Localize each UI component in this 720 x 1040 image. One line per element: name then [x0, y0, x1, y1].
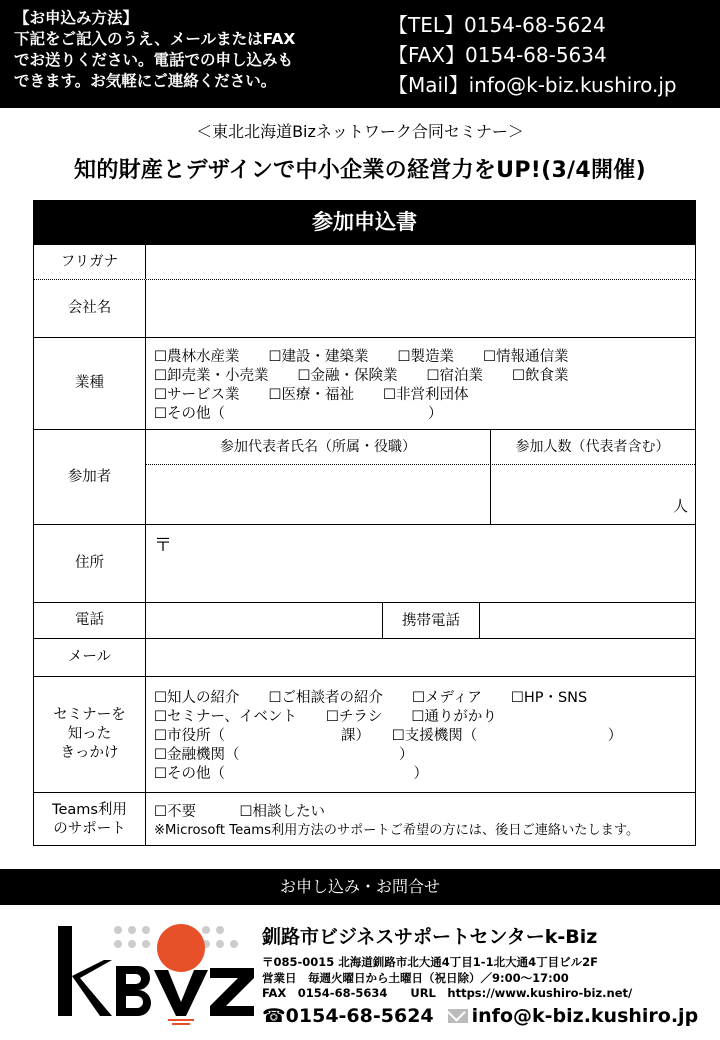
- organization-name: 釧路市ビジネスサポートセンターk-Biz: [262, 926, 598, 948]
- phone-row: [34, 602, 695, 638]
- industry-option-line[interactable]: ☐その他（ ）: [154, 406, 443, 422]
- address-row: [34, 524, 695, 602]
- top-banner: [0, 0, 720, 108]
- industry-option-line[interactable]: ☐農林水産業 ☐建設・建築業 ☐製造業 ☐情報通信業: [154, 349, 569, 365]
- form-header: 参加申込書: [34, 201, 695, 244]
- contact-bar: お申し込み・お問合せ: [0, 869, 720, 905]
- company-field[interactable]: [146, 280, 695, 337]
- participant-unit: 人: [672, 497, 688, 515]
- company-row: [34, 279, 695, 337]
- organization-email[interactable]: info@k-biz.kushiro.jp: [471, 1004, 699, 1027]
- application-form: [33, 200, 696, 846]
- participant-label: 参加者: [34, 430, 146, 524]
- email-label: メール: [34, 639, 146, 676]
- address-field[interactable]: [146, 525, 695, 602]
- method-line: 下記をご記入のうえ、メールまたはFAX: [14, 30, 296, 48]
- teams-note: ※Microsoft Teams利用方法のサポートご希望の方には、後日ご連絡いたします。: [154, 823, 640, 838]
- industry-option-line[interactable]: ☐卸売業・小売業 ☐金融・保険業 ☐宿泊業 ☐飲食業: [154, 368, 569, 384]
- phone-field[interactable]: [146, 603, 382, 638]
- organization-hours: 営業日 毎週火曜日から土曜日（祝日除）／9:00〜17:00: [262, 970, 569, 985]
- banner-fax: 【FAX】0154-68-5634: [388, 43, 607, 67]
- page-title: 知的財産とデザインで中小企業の経営力をUP!(3/4開催): [74, 158, 646, 183]
- seminar-source-row: [34, 676, 695, 792]
- phone-label: 電話: [34, 603, 146, 638]
- method-title: 【お申込み方法】: [14, 9, 139, 27]
- furigana-label: フリガナ: [34, 245, 146, 279]
- email-row: [34, 638, 695, 676]
- teams-support-row: [34, 792, 695, 846]
- email-field[interactable]: [146, 639, 695, 676]
- postal-mark: 〒: [154, 535, 172, 556]
- seminar-option-line[interactable]: ☐金融機関（ ）: [154, 747, 414, 763]
- method-line: でお送りください。電話での申し込みも: [14, 51, 294, 69]
- furigana-row: [34, 244, 695, 279]
- mobile-label: 携帯電話: [402, 613, 460, 629]
- banner-mail: 【Mail】info@k-biz.kushiro.jp: [388, 73, 677, 97]
- banner-tel: 【TEL】0154-68-5624: [388, 13, 606, 37]
- mail-icon: [448, 1009, 468, 1023]
- seminar-option-line[interactable]: ☐知人の紹介 ☐ご相談者の紹介 ☐メディア ☐HP・SNS: [154, 690, 588, 706]
- mobile-field[interactable]: [480, 603, 695, 638]
- application-method: [14, 8, 374, 92]
- participant-count-field[interactable]: [491, 465, 695, 525]
- industry-row: [34, 337, 695, 429]
- organization-info: [262, 922, 698, 1027]
- industry-option-line[interactable]: ☐サービス業 ☐医療・福祉 ☐非営利団体: [154, 387, 469, 403]
- participant-name-header: 参加代表者氏名（所属・役職）: [220, 439, 416, 455]
- seminar-source-options[interactable]: [146, 677, 695, 792]
- address-label: 住所: [34, 525, 146, 602]
- furigana-field[interactable]: [146, 245, 695, 279]
- participant-row: [34, 429, 695, 524]
- organization-fax-url[interactable]: FAX 0154-68-5634 URL https://www.kushiro-biz.net/: [262, 986, 633, 1000]
- seminar-subtitle: ＜東北北海道Bizネットワーク合同セミナー＞: [196, 122, 524, 141]
- kbiz-logo: [56, 918, 256, 1028]
- seminar-source-label: セミナーを 知った きっかけ: [34, 677, 146, 792]
- teams-support-label: Teams利用 のサポート: [34, 793, 146, 846]
- industry-options[interactable]: [146, 338, 695, 429]
- teams-options[interactable]: ☐不要 ☐相談したい: [154, 804, 325, 820]
- seminar-option-line[interactable]: ☐セミナー、イベント ☐チラシ ☐通りがかり: [154, 709, 497, 725]
- company-label: 会社名: [34, 280, 146, 337]
- seminar-option-line[interactable]: ☐市役所（ 課） ☐支援機関（ ）: [154, 728, 623, 744]
- banner-contacts: [388, 10, 677, 100]
- organization-phone[interactable]: ☎0154-68-5624: [262, 1004, 434, 1027]
- seminar-option-line[interactable]: ☐その他（ ）: [154, 766, 428, 782]
- participant-count-header: 参加人数（代表者含む）: [515, 439, 670, 455]
- participant-name-field[interactable]: [146, 465, 490, 525]
- method-line: できます。お気軽にご連絡ください。: [14, 72, 277, 90]
- industry-label: 業種: [34, 338, 146, 429]
- organization-address: 〒085-0015 北海道釧路市北大通4丁目1-1北大通4丁目ビル2F: [262, 955, 598, 969]
